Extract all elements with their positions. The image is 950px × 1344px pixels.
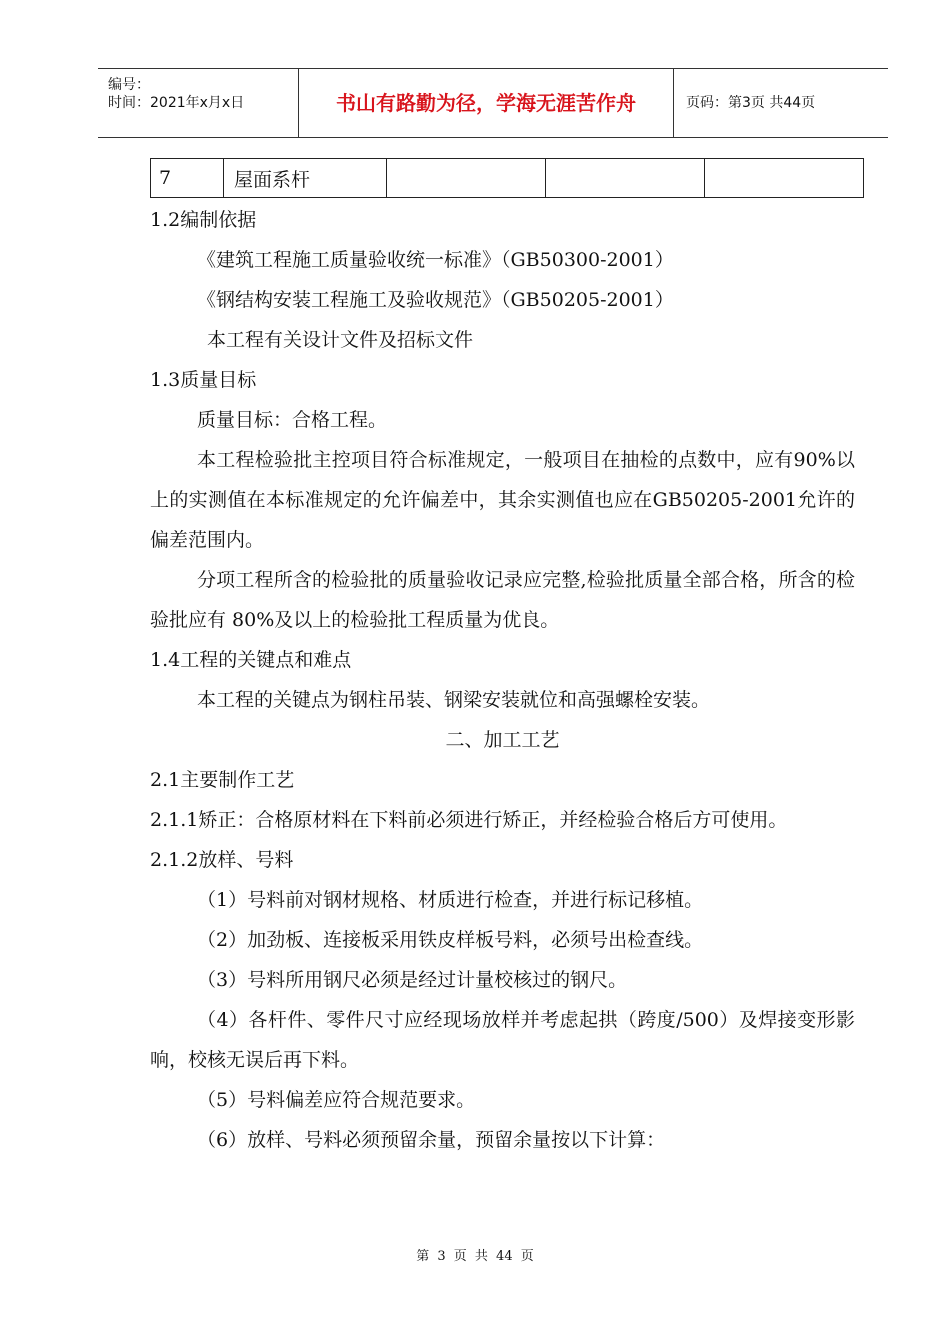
reference-1: 《建筑工程施工质量验收统一标准》（GB50300-2001） — [197, 249, 674, 271]
document-body — [150, 200, 855, 1160]
list-item-4: （4）各杆件、零件尺寸应经现场放样并考虑起拱（跨度/500）及焊接变形影响，校核无误后再下料。 — [150, 1009, 855, 1071]
heading-1-3: 1.3质量目标 — [150, 369, 257, 391]
header-meta-cell — [98, 69, 299, 137]
page-header — [98, 68, 888, 138]
serial-label: 编号： — [108, 77, 150, 93]
items-table — [150, 158, 864, 198]
reference-2: 《钢结构安装工程施工及验收规范》（GB50205-2001） — [197, 289, 674, 311]
row-cell-3 — [387, 159, 546, 198]
chapter-2-title: 二、加工工艺 — [445, 729, 560, 751]
reference-3: 本工程有关设计文件及招标文件 — [207, 329, 474, 351]
heading-2-1-2: 2.1.2放样、号料 — [150, 849, 294, 871]
list-item-3: （3）号料所用钢尺必须是经过计量校核过的钢尺。 — [197, 969, 628, 991]
header-motto: 书山有路勤为径，学海无涯苦作舟 — [299, 69, 674, 137]
heading-1-4: 1.4工程的关键点和难点 — [150, 649, 352, 671]
table-row — [151, 159, 864, 198]
page-footer: 第 3 页 共 44 页 — [416, 1249, 534, 1264]
section-2-1-1: 2.1.1矫正：合格原材料在下料前必须进行矫正，并经检验合格后方可使用。 — [150, 809, 788, 831]
row-name: 屋面系杆 — [224, 159, 387, 198]
header-page-info: 页码：第3页 共44页 — [686, 95, 816, 111]
quality-target: 质量目标：合格工程。 — [197, 409, 388, 431]
row-number: 7 — [151, 159, 224, 198]
list-item-5: （5）号料偏差应符合规范要求。 — [197, 1089, 476, 1111]
row-cell-5 — [705, 159, 864, 198]
quality-paragraph-2: 分项工程所含的检验批的质量验收记录应完整,检验批质量全部合格，所含的检验批应有 80%及以上的检验批工程质量为优良。 — [150, 569, 855, 631]
heading-1-2: 1.2编制依据 — [150, 209, 257, 231]
key-points: 本工程的关键点为钢柱吊装、钢梁安装就位和高强螺栓安装。 — [197, 689, 711, 711]
list-item-2: （2）加劲板、连接板采用铁皮样板号料，必须号出检查线。 — [197, 929, 704, 951]
quality-paragraph-1: 本工程检验批主控项目符合标准规定，一般项目在抽检的点数中，应有90%以上的实测值在本标准规定的允许偏差中，其余实测值也应在GB50205-2001允许的偏差范围内。 — [150, 449, 855, 551]
list-item-6: （6）放样、号料必须预留余量，预留余量按以下计算： — [197, 1129, 666, 1151]
row-cell-4 — [546, 159, 705, 198]
heading-2-1: 2.1主要制作工艺 — [150, 769, 295, 791]
list-item-1: （1）号料前对钢材规格、材质进行检查，并进行标记移植。 — [197, 889, 704, 911]
time-label: 时间：2021年x月x日 — [108, 95, 245, 111]
